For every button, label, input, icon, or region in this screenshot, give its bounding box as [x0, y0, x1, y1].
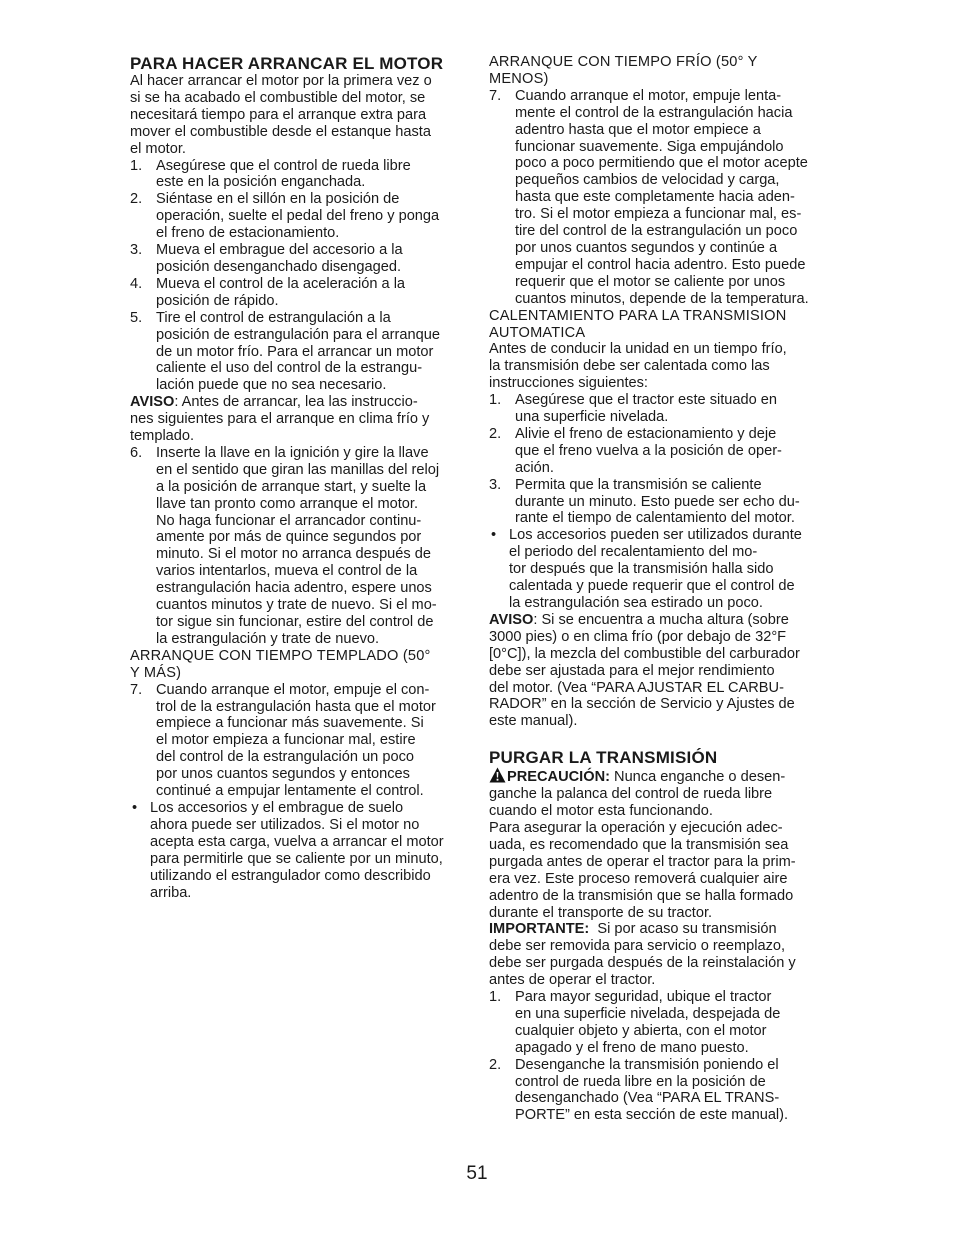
aviso-label: AVISO	[489, 611, 534, 628]
list-marker: 3.	[130, 242, 143, 259]
text-line: Para mayor seguridad, ubique el tractor	[515, 989, 772, 1006]
text-line: a la posición de arranque start, y suelte la	[156, 478, 427, 495]
list-marker: 7.	[130, 681, 143, 698]
text-line: posición de estrangulación para el arranque	[156, 326, 440, 343]
text-line: requerir que el motor se caliente por unos	[515, 273, 786, 290]
text-line: la transmisión debe ser calentada como las	[489, 358, 770, 375]
text-line: si se ha acabado el combustible del motor, se	[130, 89, 426, 106]
list-marker: 1.	[489, 392, 502, 409]
text-line: Los accesorios y el embrague de suelo	[150, 799, 404, 816]
warning-triangle-icon	[489, 767, 506, 783]
text-line: Cuando arranque el motor, empuje lenta-	[515, 87, 782, 104]
transmission-steps-list	[489, 392, 829, 527]
text-line: caliente el uso del control de la estrangu-	[156, 360, 423, 377]
text-line: Mueva el control de la aceleración a la	[156, 275, 406, 292]
text-line: ganche la palanca del control de rueda libre	[489, 786, 773, 803]
text-line: tire del control de la estrangulación un poco	[515, 223, 798, 240]
heading-line: MENOS)	[489, 70, 549, 87]
list-item-text	[156, 276, 468, 310]
list-item-text	[515, 426, 829, 477]
precaucion-label: PRECAUCIÓN:	[507, 769, 610, 786]
text-line: amente por más de quince segundos por	[156, 529, 422, 546]
list-item-text	[515, 1057, 829, 1125]
text-line: Asegúrese que el tractor este situado en	[515, 392, 778, 409]
text-line: por unos cuantos segundos y entonces	[156, 766, 410, 783]
text-line: Tire el control de estrangulación a la	[156, 309, 391, 326]
transmission-intro	[489, 341, 829, 392]
text-line: debe ser purgada después de la reinstalación y	[489, 955, 796, 972]
text-line: este manual).	[489, 713, 578, 730]
list-item-text	[150, 800, 468, 901]
text-line: mente el control de la estrangulación hacia	[515, 104, 793, 121]
text-line: control de rueda libre en la posición de	[515, 1073, 766, 1090]
bullet-item	[489, 527, 829, 612]
text-line: tor sigue sin funcionar, estire del control de	[156, 614, 434, 630]
text-line: antes de operar el tractor.	[489, 972, 656, 989]
heading-line: ARRANQUE CON TIEMPO TEMPLADO (50°	[130, 647, 431, 664]
aviso-paragraph	[130, 394, 468, 445]
list-item-text	[515, 477, 829, 528]
aviso-first-line	[489, 612, 829, 629]
list-marker: 6.	[130, 444, 143, 461]
text-line: Permita que la transmisión se caliente	[515, 476, 762, 493]
text-line: ación.	[515, 459, 554, 476]
text-line: varios intentarlos, mueva el control de la	[156, 563, 418, 580]
text-line: rante el tiempo de calentamiento del motor.	[515, 510, 795, 527]
step-item	[489, 477, 829, 528]
text-line: tro. Si el motor empieza a funcionar mal, es-	[515, 206, 802, 223]
text-line: en el sentido que giran las manillas del reloj	[156, 461, 440, 478]
aviso-text: : Si se encuentra a mucha altura (sobre	[533, 611, 789, 628]
text-line: acepta esta carga, vuelva a arrancar el motor	[150, 833, 444, 850]
step-item	[130, 158, 468, 192]
step-item	[130, 445, 468, 648]
text-line: cuantos minutos y trate de nuevo. Si el mo-	[156, 597, 437, 614]
intro-paragraph	[130, 73, 468, 158]
list-item-text	[515, 88, 829, 308]
text-line: estrangulación hacia adentro, espere unos	[156, 580, 432, 597]
step-item	[130, 276, 468, 310]
list-item-text	[156, 158, 468, 192]
text-line: Mueva el embrague del accesorio a la	[156, 242, 403, 259]
text-line: Siéntase en el sillón en la posición de	[156, 191, 400, 208]
text-line: que el freno vuelva a la posición de oper-	[515, 442, 782, 459]
list-marker: 2.	[489, 1056, 502, 1073]
text-line: mover el combustible desde el estanque hasta	[130, 123, 431, 140]
step-item	[130, 682, 468, 800]
text-line: calentada y puede requerir que el control de	[509, 578, 795, 595]
accessories-bullet	[130, 800, 468, 901]
list-marker: 5.	[130, 309, 143, 326]
transmission-bullet	[489, 527, 829, 612]
step-item	[489, 989, 829, 1057]
list-marker: •	[491, 527, 497, 544]
list-marker: 7.	[489, 87, 502, 104]
text-line: uada, es recomendado que la transmisión sea	[489, 836, 789, 853]
text-line: PORTE” en esta sección de este manual).	[515, 1107, 789, 1124]
text-line: arriba.	[150, 884, 192, 901]
text-line: templado.	[130, 428, 195, 445]
text-line: hasta que este completamente hacia aden-	[515, 189, 795, 206]
text-line: Alivie el freno de estacionamiento y deje	[515, 425, 777, 442]
list-marker: •	[132, 799, 138, 816]
list-item-text	[156, 310, 468, 395]
heading-line: AUTOMATICA	[489, 324, 586, 341]
text-line: la estrangulación y trate de nuevo.	[156, 630, 380, 647]
list-item-text	[515, 989, 829, 1057]
aviso-text: : Antes de arrancar, lea las instruccio-	[174, 394, 418, 411]
text-line: purgada antes de operar el tractor para la prim-	[489, 853, 796, 870]
text-line: durante el transporte de su tractor.	[489, 904, 713, 921]
list-marker: 2.	[130, 191, 143, 208]
text-line: minuto. Si el motor no arranca después de	[156, 546, 432, 563]
text-line: funcionar suavemente. Siga empujándolo	[515, 138, 784, 155]
text-line: durante un minuto. Esto puede ser echo du-	[515, 493, 800, 510]
transmission-warmup-heading	[489, 308, 829, 342]
aviso-altitude-paragraph	[489, 612, 829, 730]
text-line: era vez. Este proceso removerá cualquier aire	[489, 870, 788, 887]
precaucion-text: Nunca enganche o desen-	[609, 769, 786, 786]
step-item	[130, 242, 468, 276]
list-item-text	[156, 682, 468, 800]
purge-steps-list	[489, 989, 829, 1124]
importante-paragraph	[489, 921, 829, 989]
step-item	[489, 88, 829, 308]
list-marker: 1.	[489, 989, 502, 1006]
aviso-label: AVISO	[130, 394, 175, 411]
purge-intro	[489, 820, 829, 921]
importante-label: IMPORTANTE:	[489, 921, 590, 938]
left-column	[130, 54, 468, 901]
text-line: poco a poco permitiendo que el motor acepte	[515, 155, 808, 172]
list-marker: 3.	[489, 476, 502, 493]
section-heading-start-engine: PARA HACER ARRANCAR EL MOTOR	[130, 54, 444, 73]
list-marker: 1.	[130, 157, 143, 174]
heading-line: ARRANQUE CON TIEMPO FRÍO (50° Y	[489, 54, 758, 70]
text-line: 3000 pies) o en clima frío (por debajo de 32°F	[489, 628, 787, 645]
text-line: empujar el control hacia adentro. Esto puede	[515, 256, 806, 273]
step-item	[489, 426, 829, 477]
text-line: adentro de la transmisión que se halla formado	[489, 887, 794, 904]
text-line: Al hacer arrancar el motor por la primera vez o	[130, 73, 432, 89]
text-line: ahora puede ser utilizados. Si el motor no	[150, 816, 420, 833]
start-steps-list	[130, 158, 468, 395]
text-line: Los accesorios pueden ser utilizados durante	[509, 527, 802, 544]
text-line: instrucciones siguientes:	[489, 375, 648, 392]
text-line: No haga funcionar el arrancador continu-	[156, 512, 422, 529]
list-item-text	[156, 445, 468, 648]
step-7-warm	[130, 682, 468, 800]
text-line: apagado y el freno de mano puesto.	[515, 1039, 749, 1056]
text-line: cuando el motor esta funcionando.	[489, 803, 713, 820]
list-item-text	[156, 242, 468, 276]
right-column	[489, 54, 829, 1124]
text-line: cualquier objeto y abierta, con el motor	[515, 1022, 767, 1039]
heading-line: Y MÁS)	[130, 664, 182, 681]
text-line: operación, suelte el pedal del freno y ponga	[156, 208, 440, 225]
text-line: debe ser removida para servicio o reemplazo,	[489, 938, 786, 955]
text-line: posición de rápido.	[156, 292, 279, 309]
list-item-text	[515, 392, 829, 426]
text-line: el motor.	[130, 140, 186, 157]
text-line: del motor. (Vea “PARA AJUSTAR EL CARBU-	[489, 679, 784, 696]
text-line: necesitará tiempo para el arranque extra para	[130, 106, 427, 123]
text-line: Para asegurar la operación y ejecución adec-	[489, 819, 783, 836]
text-line: [0°C]), la mezcla del combustible del carburador	[489, 645, 800, 662]
text-line: Cuando arranque el motor, empuje el con-	[156, 681, 430, 698]
step-7-cold	[489, 88, 829, 308]
text-line: debe ser ajustada para el mejor rendimiento	[489, 662, 775, 679]
warm-weather-heading	[130, 648, 468, 682]
text-line: este en la posición enganchada.	[156, 174, 366, 191]
text-line: continué a empujar lentamente el control.	[156, 783, 424, 800]
text-line: Asegúrese que el control de rueda libre	[156, 157, 411, 174]
text-line: Antes de conducir la unidad en un tiempo frío,	[489, 341, 787, 358]
aviso-first-line	[130, 394, 468, 411]
cold-weather-heading	[489, 54, 829, 88]
text-line: el periodo del recalentamiento del mo-	[509, 544, 758, 561]
list-marker: 4.	[130, 275, 143, 292]
step-item	[130, 191, 468, 242]
text-line: tor después que la transmisión halla sido	[509, 561, 774, 578]
text-line: de un motor frío. Para el arrancar un motor	[156, 343, 434, 360]
step-6	[130, 445, 468, 648]
text-line: posición desenganchado disengaged.	[156, 258, 402, 275]
text-line: trol de la estrangulación hasta que el motor	[156, 698, 436, 715]
text-line: Desenganche la transmisión poniendo el	[515, 1056, 779, 1073]
text-line: adentro hasta que el motor empiece a	[515, 121, 761, 138]
text-line: RADOR” en la sección de Servicio y Ajustes de	[489, 696, 795, 713]
text-line: por unos cuantos segundos y continúe a	[515, 239, 778, 256]
list-marker: 2.	[489, 425, 502, 442]
text-line: del control de la estrangulación un poco	[156, 749, 414, 766]
text-line: desenganchado (Vea “PARA EL TRANS-	[515, 1090, 780, 1107]
text-line: utilizando el estrangulador como describido	[150, 867, 431, 884]
text-line: empiece a funcionar más suavemente. Si	[156, 715, 424, 732]
list-item-text	[156, 191, 468, 242]
precaucion-paragraph	[489, 767, 829, 820]
text-line: llave tan pronto como arranque el motor.	[156, 495, 419, 512]
importante-first-line	[489, 921, 829, 938]
step-item	[489, 392, 829, 426]
list-item-text	[509, 527, 829, 612]
text-line: nes siguientes para el arranque en clima frío y	[130, 411, 430, 428]
text-line: pequeños cambios de velocidad y carga,	[515, 172, 780, 189]
importante-text: Si por acaso su transmisión	[589, 921, 777, 938]
section-heading-purge-transmission: PURGAR LA TRANSMISIÓN	[489, 748, 718, 768]
bullet-item	[130, 800, 468, 901]
step-item	[130, 310, 468, 395]
text-line: la estrangulación sea estirado un poco.	[509, 595, 763, 611]
precaucion-first-line	[489, 767, 829, 786]
step-item	[489, 1057, 829, 1125]
text-line: una superficie nivelada.	[515, 409, 669, 426]
text-line: Inserte la llave en la ignición y gire la llave	[156, 444, 429, 461]
text-line: cuantos minutos, depende de la temperatura.	[515, 290, 809, 307]
text-line: para permitirle que se caliente por un minuto,	[150, 850, 443, 867]
text-line: el freno de estacionamiento.	[156, 225, 340, 242]
text-line: lación puede que no sea necesario.	[156, 377, 387, 394]
text-line: en una superficie nivelada, despejada de	[515, 1005, 781, 1022]
heading-line: CALENTAMIENTO PARA LA TRANSMISION	[489, 307, 787, 324]
page-number: 51	[466, 1163, 488, 1184]
text-line: el motor empieza a funcionar mal, estire	[156, 732, 416, 749]
